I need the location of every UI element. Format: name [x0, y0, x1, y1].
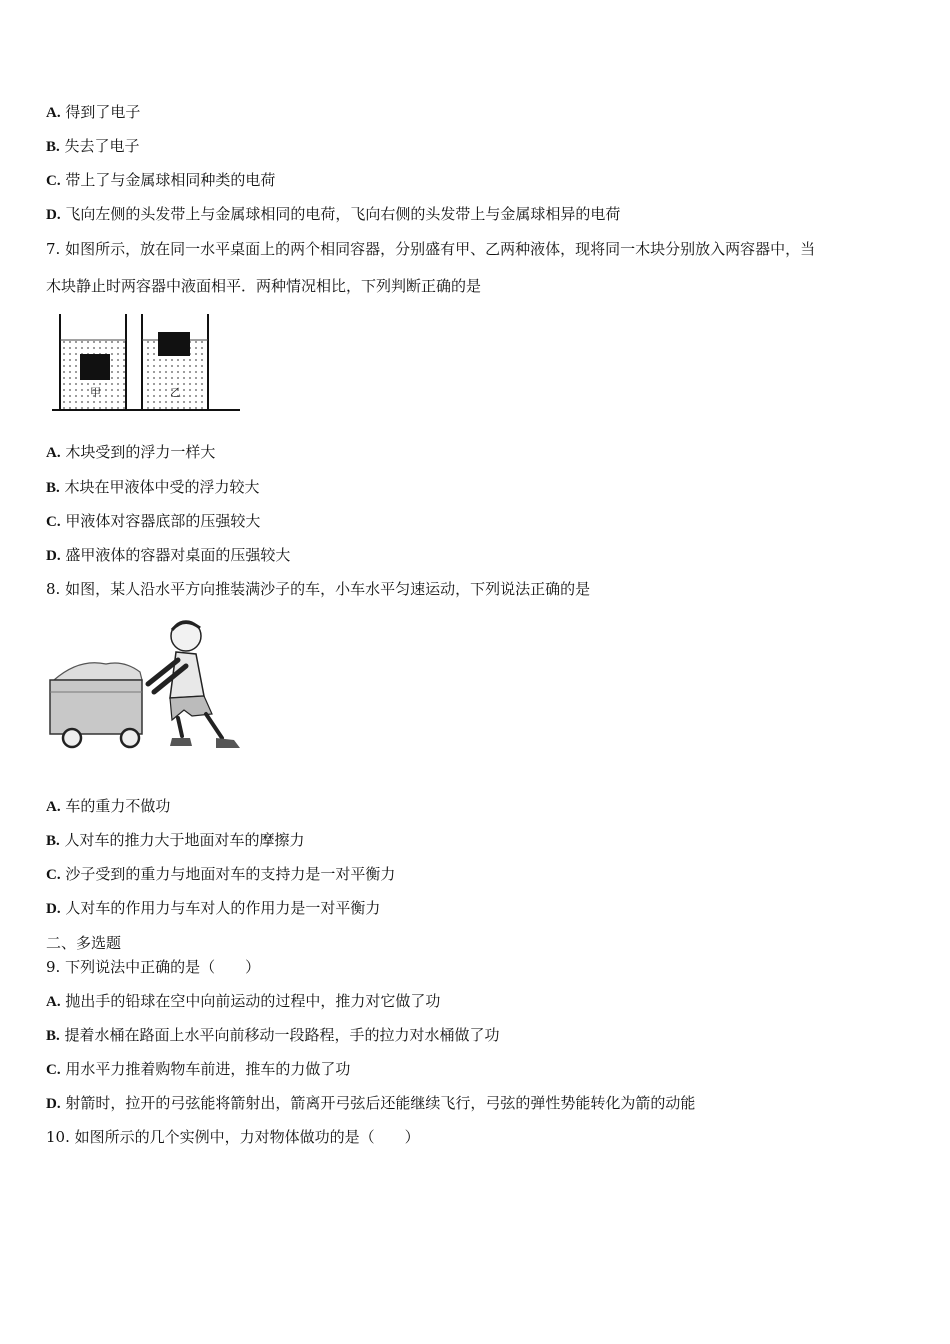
q7-stem-line1: 7. 如图所示，放在同一水平桌面上的两个相同容器，分别盛有甲、乙两种液体，现将同一木块分别放入两容器中，当	[46, 240, 816, 258]
q8-pushing-cart-figure	[44, 614, 250, 756]
q6-option-a: A. 得到了电子	[46, 103, 141, 121]
q7-containers-figure	[50, 310, 242, 414]
q9-option-d: D. 射箭时，拉开的弓弦能将箭射出，箭离开弓弦后还能继续飞行，弓弦的弹性势能转化为箭的动能	[46, 1094, 696, 1112]
q9-option-c: C. 用水平力推着购物车前进，推车的力做了功	[46, 1060, 351, 1078]
q10-stem: 10. 如图所示的几个实例中，力对物体做功的是（ ）	[46, 1128, 420, 1146]
q9-stem: 9. 下列说法中正确的是（ ）	[46, 958, 261, 976]
wood-block-b	[158, 332, 190, 356]
q7-stem-line2: 木块静止时两容器中液面相平．两种情况相比，下列判断正确的是	[46, 277, 482, 295]
q6-option-d: D. 飞向左侧的头发带上与金属球相同的电荷，飞向右侧的头发带上与金属球相异的电荷	[46, 205, 621, 223]
q8-option-d: D. 人对车的作用力与车对人的作用力是一对平衡力	[46, 899, 381, 917]
q9-option-a: A. 抛出手的铅球在空中向前运动的过程中，推力对它做了功	[46, 992, 441, 1010]
q7-option-c: C. 甲液体对容器底部的压强较大	[46, 512, 261, 530]
label-jia: 甲	[90, 386, 101, 399]
q8-option-a: A. 车的重力不做功	[46, 797, 171, 815]
section2-title: 二、多选题	[46, 934, 122, 952]
q8-option-b: B. 人对车的推力大于地面对车的摩擦力	[46, 831, 305, 849]
q6-option-c: C. 带上了与金属球相同种类的电荷	[46, 171, 276, 189]
q8-stem: 8. 如图，某人沿水平方向推装满沙子的车，小车水平匀速运动，下列说法正确的是	[46, 580, 591, 598]
label-yi: 乙	[170, 386, 181, 399]
q7-option-b: B. 木块在甲液体中受的浮力较大	[46, 478, 260, 496]
q8-option-c: C. 沙子受到的重力与地面对车的支持力是一对平衡力	[46, 865, 396, 883]
q9-option-b: B. 提着水桶在路面上水平向前移动一段路程，手的拉力对水桶做了功	[46, 1026, 500, 1044]
q7-option-a: A. 木块受到的浮力一样大	[46, 443, 216, 461]
q7-option-d: D. 盛甲液体的容器对桌面的压强较大	[46, 546, 291, 564]
q6-option-b: B. 失去了电子	[46, 137, 140, 155]
wood-block-a	[80, 354, 110, 380]
